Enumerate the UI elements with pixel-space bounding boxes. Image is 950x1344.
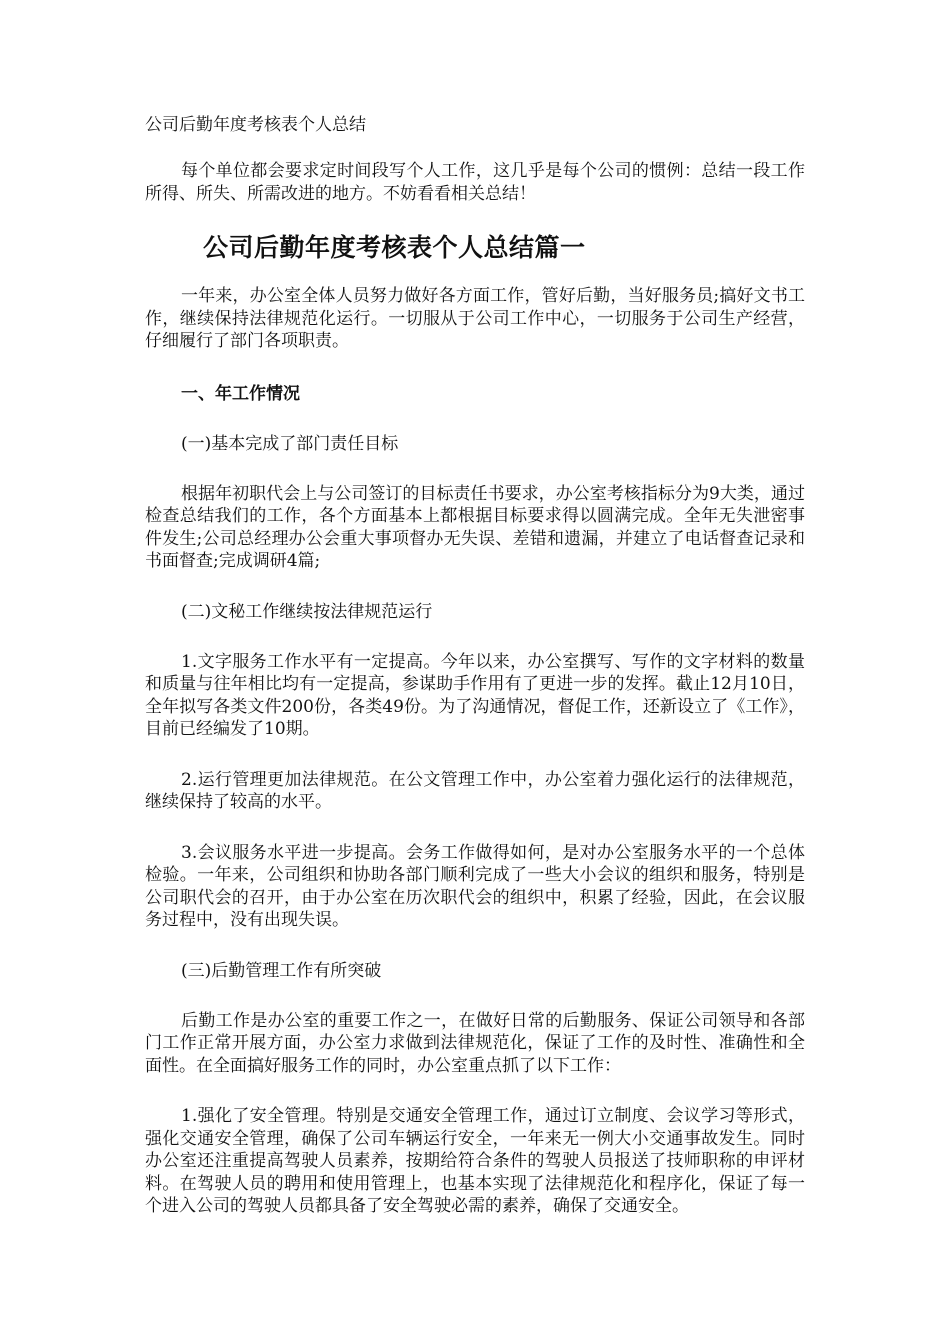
paragraph-operations: 2.运行管理更加法律规范。在公文管理工作中，办公室着力强化运行的法律规范，继续保持了较高的水平。 [145,769,805,812]
document-title: 公司后勤年度考核表个人总结 [145,115,366,135]
document-page [145,112,805,1218]
paragraph-overview: 一年来，办公室全体人员努力做好各方面工作，管好后勤，当好服务员;搞好文书工作，继续保持法律规范化运行。一切服从于公司工作中心，一切服务于公司生产经营，仔细履行了部门各项职责。 [145,286,805,351]
subheading-3: (三)后勤管理工作有所突破 [181,960,382,981]
paragraph-safety: 1.强化了安全管理。特别是交通安全管理工作，通过订立制度、会议学习等形式，强化交通安全管理，确保了公司车辆运行安全，一年来无一例大小交通事故发生。同时办公室还注重提高驾驶人员素养，按期给符合条件的驾驶人员报送了技师职称的申评材料。在驾驶人员的聘用和使用管理上，也基本实现了法律规范化和程序化，保证了每一个进入公司的驾驶人员都具备了安全驾驶必需的素养，确保了交通安全。 [145,1106,805,1216]
intro-paragraph: 每个单位都会要求定时间段写个人工作，这几乎是每个公司的惯例：总结一段工作所得、所失、所需改进的地方。不妨看看相关总结！ [145,161,805,204]
subheading-1: (一)基本完成了部门责任目标 [181,433,399,454]
paragraph-meetings: 3.会议服务水平进一步提高。会务工作做得如何，是对办公室服务水平的一个总体检验。一年来，公司组织和协助各部门顺利完成了一些大小会议的组织和服务，特别是公司职代会的召开，由于办公室在历次职代会的组织中，积累了经验，因此，在会议服务过程中，没有出现失误。 [145,842,805,930]
paragraph-targets: 根据年初职代会上与公司签订的目标责任书要求，办公室考核指标分为9大类，通过检查总结我们的工作，各个方面基本上都根据目标要求得以圆满完成。全年无失泄密事件发生;公司总经理办公会重大事项督办无失误、差错和遗漏，并建立了电话督查记录和书面督查;完成调研4篇; [145,483,805,571]
main-heading: 公司后勤年度考核表个人总结篇一 [203,233,586,262]
subheading-2: (二)文秘工作继续按法律规范运行 [181,601,433,622]
paragraph-logistics: 后勤工作是办公室的重要工作之一，在做好日常的后勤服务、保证公司领导和各部门工作正常开展方面，办公室力求做到法律规范化，保证了工作的及时性、准确性和全面性。在全面搞好服务工作的同时，办公室重点抓了以下工作： [145,1010,805,1076]
section-heading-1: 一、年工作情况 [181,383,300,404]
paragraph-writing: 1.文字服务工作水平有一定提高。今年以来，办公室撰写、写作的文字材料的数量和质量与往年相比均有一定提高，参谋助手作用有了更进一步的发挥。截止12月10日，全年拟写各类文件200份，各类49份。为了沟通情况，督促工作，还新设立了《工作》，目前已经编发了10期。 [145,651,805,739]
